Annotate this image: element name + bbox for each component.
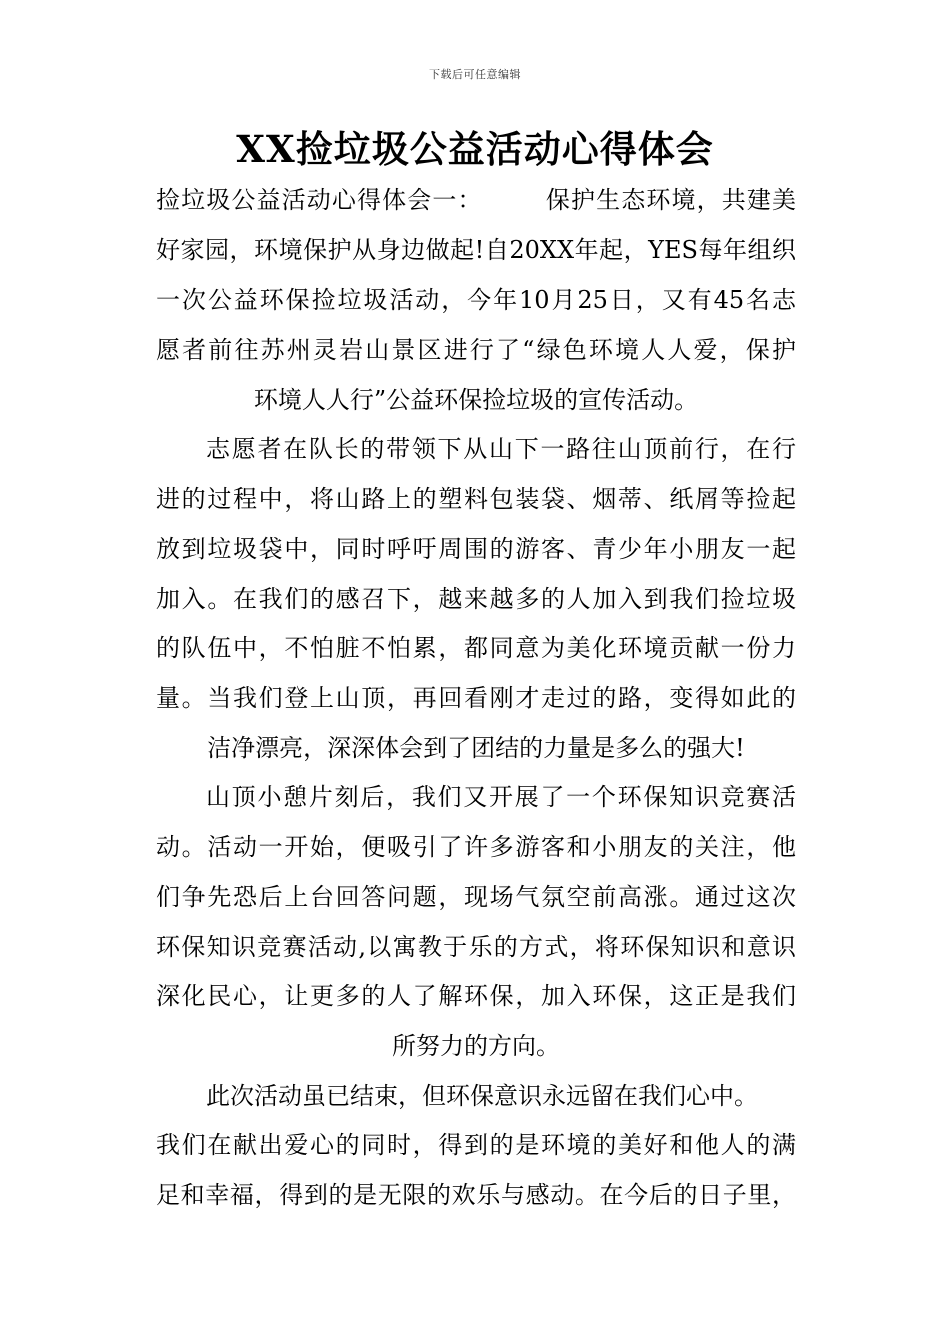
text-line: 们争先恐后上台回答问题，现场气氛空前高涨。通过这次: [156, 883, 796, 911]
text-line: 山顶小憩片刻后，我们又开展了一个环保知识竞赛活: [206, 783, 796, 811]
text-line: 一次公益环保捡垃圾活动，今年10月25日，又有45名志: [156, 286, 796, 314]
text-line: 的队伍中，不怕脏不怕累，都同意为美化环境贡献一份力: [156, 634, 796, 662]
text-line: 进的过程中，将山路上的塑料包装袋、烟蒂、纸屑等捡起: [156, 485, 796, 513]
text-line: 放到垃圾袋中，同时呼吁周围的游客、青少年小朋友一起: [156, 535, 796, 563]
text-line: 志愿者在队长的带领下从山下一路往山顶前行，在行: [206, 435, 796, 463]
text-line: 环保知识竞赛活动,以寓教于乐的方式，将环保知识和意识: [156, 933, 796, 961]
text-line: 洁净漂亮，深深体会到了团结的力量是多么的强大!: [207, 734, 745, 762]
text-line: 好家园，环境保护从身边做起!自20XX年起，YES每年组织: [156, 236, 796, 264]
page-title: XX捡垃圾公益活动心得体会: [236, 127, 714, 171]
text-line: 动。活动一开始，便吸引了许多游客和小朋友的关注，他: [156, 833, 796, 861]
text-line: 愿者前往苏州灵岩山景区进行了“绿色环境人人爱，保护: [156, 336, 796, 364]
text-line: 所努力的方向。: [392, 1032, 560, 1060]
header-note: 下载后可任意编辑: [429, 68, 521, 81]
text-line: 加入。在我们的感召下，越来越多的人加入到我们捡垃圾: [156, 585, 796, 613]
text-line: 量。当我们登上山顶，再回看刚才走过的路，变得如此的: [156, 684, 796, 712]
text-line: 我们在献出爱心的同时，得到的是环境的美好和他人的满: [156, 1131, 796, 1159]
text-line: 足和幸福，得到的是无限的欢乐与感动。在今后的日子里，: [156, 1181, 796, 1209]
text-line: 环境人人行”公益环保捡垃圾的宣传活动。: [253, 386, 699, 414]
text-line: 深化民心，让更多的人了解环保，加入环保，这正是我们: [156, 982, 796, 1010]
text-line: 此次活动虽已结束，但环保意识永远留在我们心中。: [206, 1082, 758, 1110]
text-line: 捡垃圾公益活动心得体会一： 保护生态环境，共建美: [156, 186, 796, 214]
